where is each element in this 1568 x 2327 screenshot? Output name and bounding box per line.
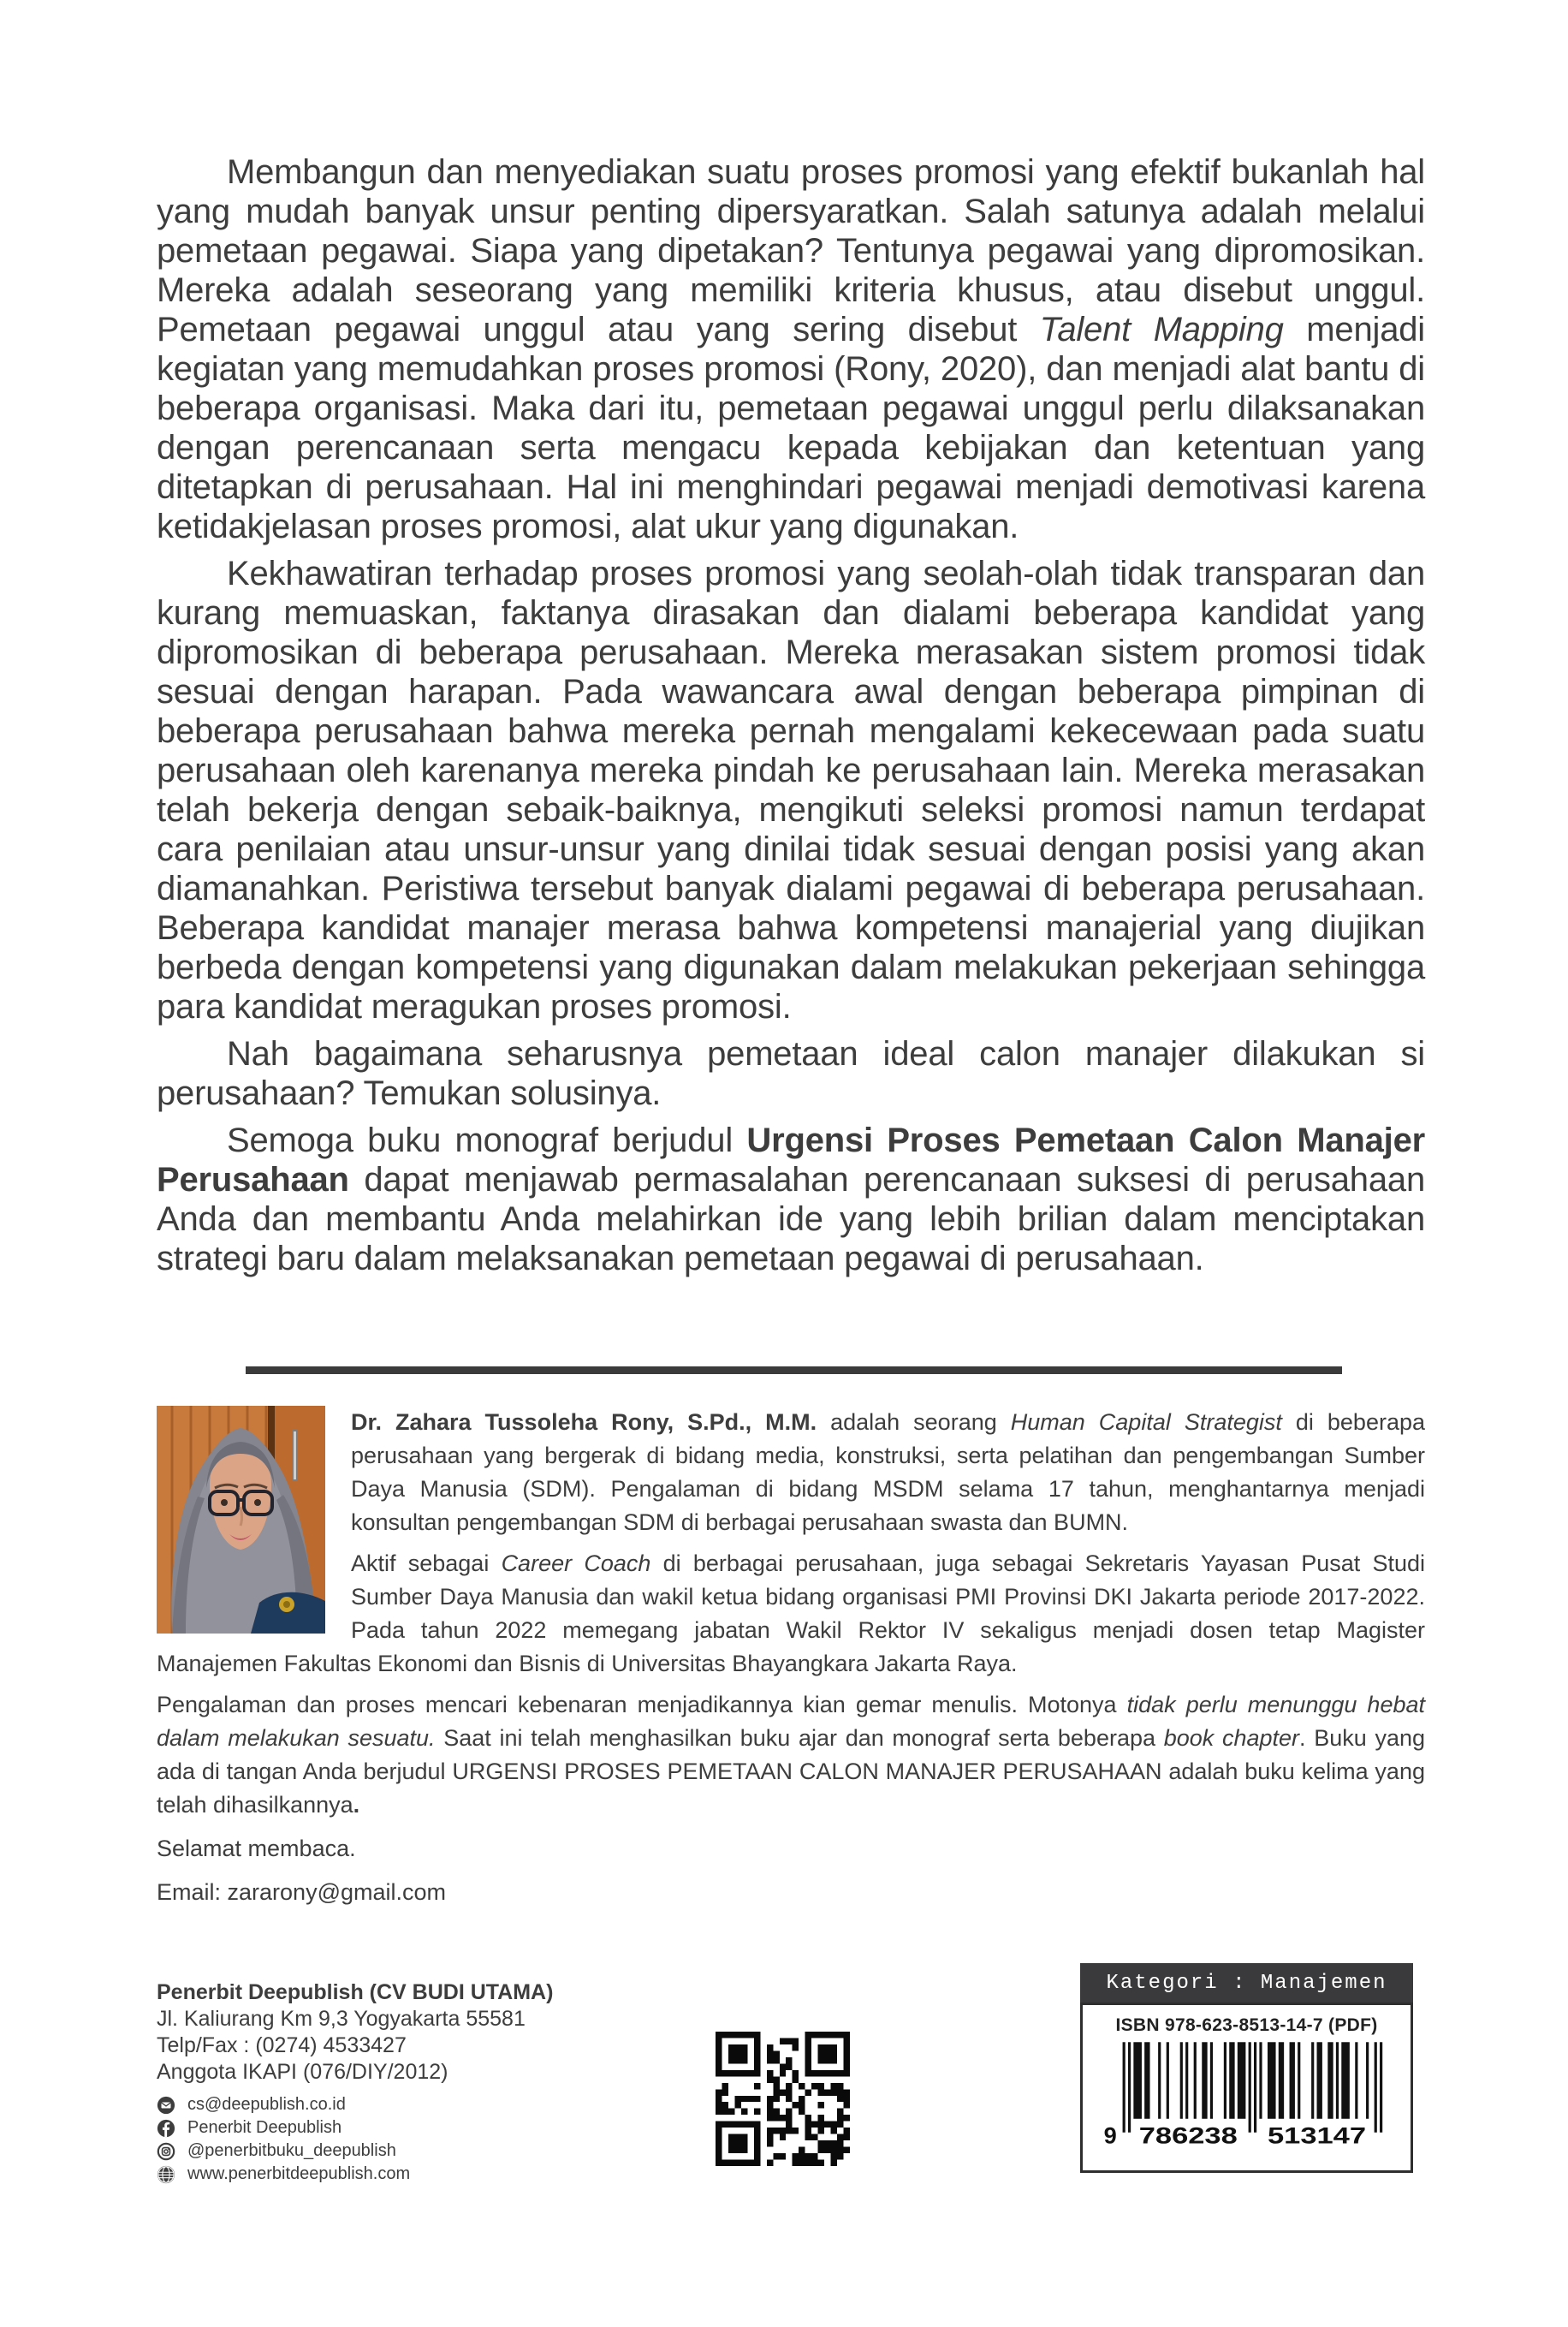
- qr-code: [716, 2032, 850, 2166]
- facebook-icon: [157, 2119, 175, 2138]
- isbn-box: [1080, 2003, 1413, 2173]
- social-row-website: [157, 2163, 722, 2186]
- svg-text:786238: 786238: [1138, 2122, 1238, 2149]
- isbn-label: ISBN 978-623-8513-14-7 (PDF): [1115, 2015, 1378, 2035]
- closing-line: Selamat membaca.: [157, 1836, 356, 1861]
- instagram-icon: [157, 2142, 175, 2161]
- publisher-phone: Telp/Fax : (0274) 4533427: [157, 2033, 407, 2057]
- author-bio-paragraph-2: Aktif sebagai Career Coach di berbagai perusahaan, juga sebagai Sekretaris Yayasan Pusat Studi Sumber Daya Manusia dan wakil ketua bidang organisasi PMI Provinsi DKI Jakarta periode 2017-2022. Pada tahun 2022 memegang jabatan Wakil Rektor IV sekaligus menjadi dosen tetap Magister Manajemen Fakultas Ekonomi dan Bisnis di Universitas Bhayangkara Jakarta Raya.: [157, 1550, 1426, 1676]
- synopsis: [157, 152, 1425, 1286]
- email-icon: [157, 2096, 175, 2115]
- author-photo: [157, 1406, 325, 1634]
- author-bio-section: [157, 1406, 1425, 1917]
- isbn-barcode: [1101, 2039, 1393, 2149]
- synopsis-paragraph-1: Membangun dan menyediakan suatu proses promosi yang efektif bukanlah hal yang mudah banyak unsur penting dipersyaratkan. Salah satunya adalah melalui pemetaan pegawai. Siapa yang dipetakan? Tentunya pegawai yang dipromosikan. Mereka adalah seseorang yang memiliki kriteria khusus, atau disebut unggul. Pemetaan pegawai unggul atau yang sering disebut Talent Mapping menjadi kegiatan yang memudahkan proses promosi (Rony, 2020), dan menjadi alat bantu di beberapa organisasi. Maka dari itu, pemetaan pegawai unggul perlu dilaksanakan dengan perencanaan serta mengacu kepada kebijakan dan ketentuan yang ditetapkan di perusahaan. Hal ini menghindari pegawai menjadi demotivasi karena ketidakjelasan proses promosi, alat ukur yang digunakan.: [157, 153, 1425, 545]
- publisher-address: Jl. Kaliurang Km 9,3 Yogyakarta 55581: [157, 2007, 526, 2031]
- social-label-instagram: @penerbitbuku_deepublish: [187, 2141, 396, 2160]
- globe-icon: [157, 2165, 175, 2184]
- category-badge: Kategori : Manajemen: [1080, 1963, 1413, 2003]
- social-row-email: [157, 2093, 722, 2116]
- author-email-line: Email: zararony@gmail.com: [157, 1879, 447, 1905]
- social-row-facebook: [157, 2116, 722, 2140]
- social-label-email: cs@deepublish.co.id: [187, 2095, 346, 2114]
- svg-text:9: 9: [1103, 2122, 1117, 2149]
- author-bio-paragraph-1: Dr. Zahara Tussoleha Rony, S.Pd., M.M. adalah seorang Human Capital Strategist di beberapa perusahaan yang bergerak di bidang media, konstruksi, serta pelatihan dan pengembangan Sumber Daya Manusia (SDM). Pengalaman di bidang MSDM selama 17 tahun, menghantarnya menjadi konsultan pengembangan SDM di berbagai perusahaan swasta dan BUMN.: [351, 1409, 1426, 1535]
- synopsis-paragraph-2: Kekhawatiran terhadap proses promosi yang seolah-olah tidak transparan dan kurang memuaskan, faktanya dirasakan dan dialami beberapa kandidat yang dipromosikan di beberapa perusahaan. Mereka merasakan sistem promosi tidak sesuai dengan harapan. Pada wawancara awal dengan beberapa pimpinan di beberapa perusahaan bahwa mereka pernah mengalami kekecewaan pada suatu perusahaan oleh karenanya mereka pindah ke perusahaan lain. Mereka merasakan telah bekerja dengan sebaik-baiknya, mengikuti seleksi promosi namun terdapat cara penilaian atau unsur-unsur yang dinilai tidak sesuai dengan posisi yang akan diamanahkan. Peristiwa tersebut banyak dialami pegawai di beberapa perusahaan. Beberapa kandidat manajer merasa bahwa kompetensi manajerial yang diujikan berbeda dengan kompetensi yang digunakan dalam melakukan pekerjaan sehingga para kandidat meragukan proses promosi.: [157, 555, 1425, 1026]
- synopsis-paragraph-3: Nah bagaimana seharusnya pemetaan ideal calon manajer dilakukan si perusahaan? Temukan solusinya.: [157, 1035, 1425, 1112]
- social-label-facebook: Penerbit Deepublish: [187, 2118, 342, 2137]
- publisher-name: Penerbit Deepublish (CV BUDI UTAMA): [157, 1980, 554, 2004]
- publisher-socials: [157, 2093, 722, 2186]
- publisher-block: [157, 1979, 722, 2186]
- synopsis-paragraph-4: Semoga buku monograf berjudul Urgensi Proses Pemetaan Calon Manajer Perusahaan dapat menjawab permasalahan perencanaan suksesi di perusahaan Anda dan membantu Anda melahirkan ide yang lebih brilian dalam menciptakan strategi baru dalam melaksanakan pemetaan pegawai di perusahaan.: [157, 1122, 1425, 1277]
- publisher-ikapi: Anggota IKAPI (076/DIY/2012): [157, 2060, 448, 2084]
- section-divider: [246, 1366, 1342, 1374]
- author-bio-paragraph-3: Pengalaman dan proses mencari kebenaran menjadikannya kian gemar menulis. Motonya tidak perlu menunggu hebat dalam melakukan sesuatu. Saat ini telah menghasilkan buku ajar dan monograf serta beberapa book chapter. Buku yang ada di tangan Anda berjudul URGENSI PROSES PEMETAAN CALON MANAJER PERUSAHAAN adalah buku kelima yang telah dihasilkannya.: [157, 1692, 1425, 1818]
- social-label-website: www.penerbitdeepublish.com: [187, 2164, 411, 2183]
- social-row-instagram: [157, 2140, 722, 2163]
- svg-text:513147: 513147: [1267, 2122, 1366, 2149]
